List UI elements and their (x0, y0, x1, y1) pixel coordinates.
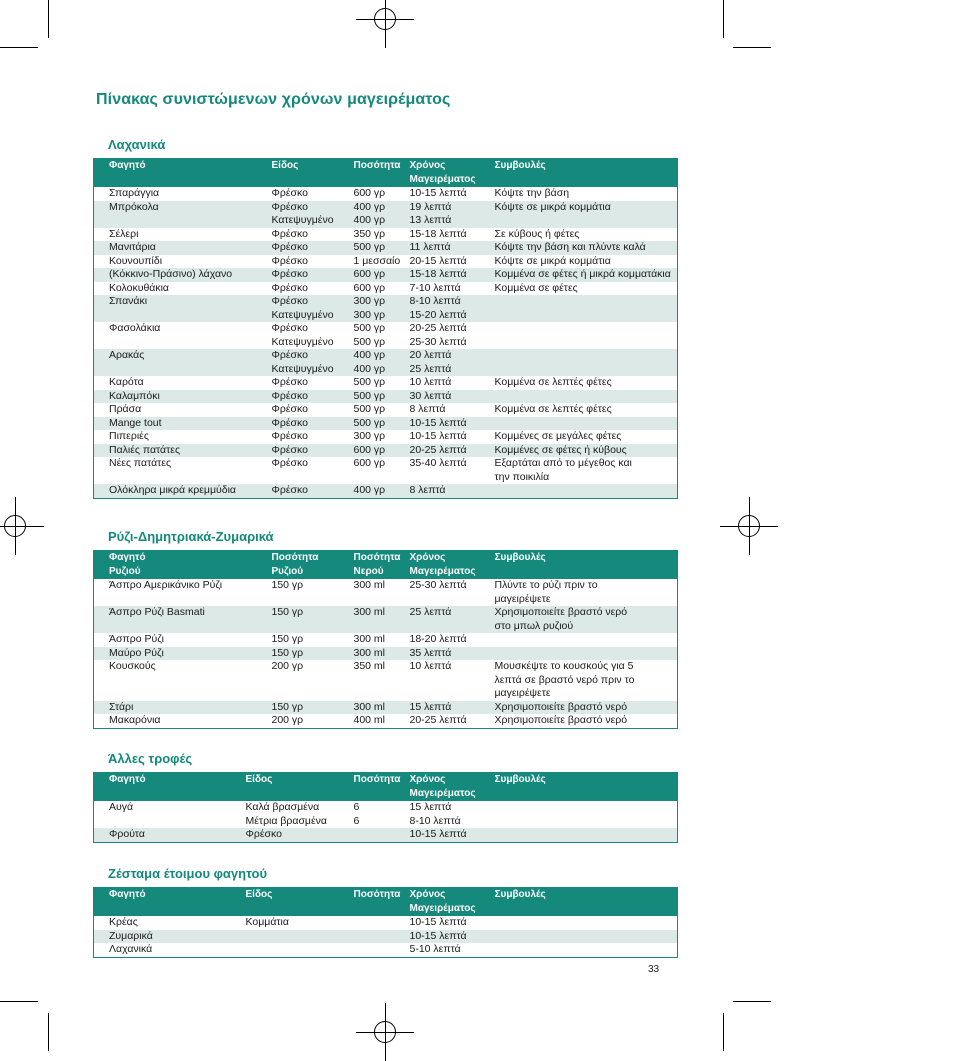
table-cell: 15 λεπτά (410, 701, 495, 715)
column-header: Φαγητό (94, 159, 272, 188)
table-row (94, 606, 678, 633)
table-cell: Κόψτε σε μικρά κομμάτια (495, 201, 678, 228)
crop-mark (723, 1013, 724, 1051)
cooking-table (93, 158, 678, 499)
crop-mark (0, 47, 38, 48)
table-cell: 150 γρ (271, 579, 304, 591)
table-cell: 350 ml (353, 660, 386, 672)
table-row (94, 828, 678, 842)
table-cell (495, 943, 678, 957)
table-cell: 8 λεπτά (410, 484, 495, 498)
table-cell: 400 ml (353, 714, 386, 726)
column-header: Ποσότητα (354, 773, 410, 802)
registration-target (0, 511, 30, 541)
table-cell: 600 γρ (353, 281, 386, 294)
crop-mark (0, 1001, 38, 1002)
table-cell: 20-25 λεπτά 25-30 λεπτά (409, 322, 467, 348)
table-cell (495, 828, 678, 842)
table-cell: Φρέσκο Κατεψυγμένο (272, 295, 354, 322)
table-cell: Φρούτα (94, 828, 246, 842)
section-heading: Άλλες τροφές (108, 751, 193, 766)
table-cell: Φρέσκο (272, 268, 354, 282)
table-cell: 15-18 λεπτά (410, 268, 495, 282)
column-header: Ποσότητα (354, 159, 410, 188)
table-cell: Φρέσκο (272, 484, 354, 498)
column-header: Είδος (246, 773, 354, 802)
column-header: Είδος (272, 159, 354, 188)
table-row (94, 457, 678, 484)
table-cell: Φρέσκο (271, 376, 308, 388)
table-cell: 300 ml (354, 647, 410, 661)
column-header: Χρόνος Μαγειρέματος (410, 551, 495, 580)
table-cell: Χρησιμοποιείτε βραστό νερό στο μπωλ ρυζιού (495, 606, 678, 633)
table-cell: Σέλερι (109, 227, 139, 240)
table-cell: 1 μεσσαίο (353, 254, 401, 267)
table-row (94, 444, 678, 458)
table-cell: 600 γρ (353, 457, 386, 469)
table-row (94, 701, 678, 715)
table-row (94, 417, 678, 431)
table-cell: Κομμάτια (245, 916, 289, 928)
table-cell: Φρέσκο Κατεψυγμένο (272, 349, 354, 376)
table-cell: 150 γρ (272, 647, 354, 661)
column-header: Συμβουλές (495, 159, 678, 188)
column-header: Ποσότητα Νερού (354, 551, 410, 580)
table-cell: 35-40 λεπτά (409, 457, 467, 469)
column-header: Φαγητό Ρυζιού (94, 551, 272, 580)
table-cell: 15 λεπτά 8-10 λεπτά (409, 801, 461, 827)
table-row (94, 187, 678, 201)
table-cell: Ζυμαρικά (94, 930, 246, 944)
table-row (94, 579, 678, 606)
table-cell: Πλύντε το ρύζι πριν το μαγειρέψετε (494, 579, 598, 605)
column-header: Ποσότητα Ρυζιού (272, 551, 354, 580)
table-cell: 10-15 λεπτά (409, 187, 467, 199)
table-cell: 150 γρ (271, 633, 304, 645)
table-cell: Φρέσκο (272, 241, 354, 255)
table-cell: 500 γρ 500 γρ (353, 322, 386, 348)
table-cell: 400 γρ 400 γρ (354, 201, 410, 228)
crop-mark (723, 0, 724, 38)
table-row (94, 801, 678, 828)
page-number: 33 (648, 964, 660, 975)
table-cell: Κουσκούς (109, 660, 156, 672)
table-cell: Μουσκέψτε το κουσκούς για 5 λεπτά σε βραστό νερό πριν το μαγειρέψετε (494, 660, 635, 699)
column-header: Φαγητό (94, 888, 246, 917)
table-row (94, 660, 678, 701)
crop-mark (733, 47, 771, 48)
column-header: Συμβουλές (495, 888, 678, 917)
table-cell: Πράσα (109, 403, 142, 415)
table-cell (495, 417, 678, 431)
table-cell: 20-15 λεπτά (409, 254, 467, 267)
table-cell: 20-25 λεπτά (410, 444, 495, 458)
table-cell (495, 484, 678, 498)
table-cell: 10 λεπτά (409, 376, 452, 388)
crop-mark (48, 1013, 49, 1051)
table-cell (495, 916, 678, 930)
table-cell: Φρέσκο (272, 444, 354, 458)
table-cell: 200 γρ (271, 714, 304, 726)
table-cell: Φρέσκο (271, 187, 308, 199)
table-cell: 15-18 λεπτά (409, 227, 467, 240)
table-cell: (Κόκκινο-Πράσινο) λάχανο (94, 268, 272, 282)
table-row (94, 943, 678, 957)
table-cell: Κομμένα σε φέτες (494, 281, 578, 294)
table-cell: 20-25 λεπτά (409, 714, 467, 726)
table-cell: 11 λεπτά (410, 241, 495, 255)
table-cell: Καλά βρασμένα Μέτρια βρασμένα (245, 801, 327, 827)
column-header: Χρόνος Μαγειρέματος (410, 159, 495, 188)
table-header-row (94, 773, 678, 802)
table-cell (495, 801, 678, 828)
table-row (94, 349, 678, 376)
table-cell: Φρέσκο Κατεψυγμένο (272, 201, 354, 228)
section-heading: Ζέσταμα έτοιμου φαγητού (108, 866, 268, 881)
table-cell: 35 λεπτά (410, 647, 495, 661)
table-cell: 25 λεπτά (410, 606, 495, 633)
table-cell (354, 916, 410, 930)
table-cell (495, 390, 678, 404)
cooking-table (93, 550, 678, 729)
table-header-row (94, 159, 678, 188)
table-row (94, 403, 678, 417)
table-cell: 8 λεπτά (409, 403, 446, 415)
table-cell: 500 γρ (353, 403, 386, 415)
crop-mark (733, 1001, 771, 1002)
table-header-row (94, 551, 678, 580)
table-cell: Κόψτε την βάση και πλύντε καλά (495, 241, 678, 255)
table-row (94, 295, 678, 322)
section-reheating (93, 866, 678, 958)
table-row (94, 484, 678, 498)
section-vegetables (93, 137, 678, 499)
table-row (94, 430, 678, 444)
table-cell: 20 λεπτά 25 λεπτά (410, 349, 495, 376)
table-cell: Κόψτε την βάση (494, 187, 570, 199)
table-cell: Μανιτάρια (94, 241, 272, 255)
table-cell: Κόψτε σε μικρά κομμάτια (494, 254, 611, 267)
section-heading: Ρύζι-Δημητριακά-Ζυμαρικά (108, 529, 274, 544)
table-cell (495, 633, 678, 647)
table-cell: 10-15 λεπτά (409, 916, 467, 928)
table-cell: 400 γρ 400 γρ (354, 349, 410, 376)
table-cell (246, 943, 354, 957)
table-cell: Φρέσκο (271, 430, 308, 442)
section-other-foods (93, 751, 678, 843)
table-cell: 600 γρ (354, 268, 410, 282)
table-cell: Παλιές πατάτες (94, 444, 272, 458)
table-cell: Άσπρο Αμερικάνικο Ρύζι (109, 579, 223, 591)
registration-target (370, 4, 400, 34)
table-cell: 500 γρ (354, 241, 410, 255)
table-cell: Φρέσκο (271, 403, 308, 415)
table-cell: 19 λεπτά 13 λεπτά (410, 201, 495, 228)
table-cell: Μπρόκολα (94, 201, 272, 228)
cooking-table (93, 887, 678, 958)
table-cell (495, 930, 678, 944)
column-header: Συμβουλές (495, 773, 678, 802)
table-cell: Εξαρτάται από το μέγεθος και την ποικιλία (494, 457, 632, 483)
table-cell: Φρέσκο Κατεψυγμένο (271, 322, 334, 348)
table-cell: 10-15 λεπτά (410, 417, 495, 431)
table-cell: 300 ml (353, 633, 386, 645)
column-header: Συμβουλές (495, 551, 678, 580)
table-cell: Κομμένες σε φέτες ή κύβους (495, 444, 678, 458)
table-cell: Αυγά (109, 801, 134, 813)
crop-mark (48, 0, 49, 38)
table-cell (495, 349, 678, 376)
table-cell: 500 γρ (354, 390, 410, 404)
table-cell: Μαύρο Ρύζι (94, 647, 272, 661)
table-cell: Κολοκυθάκια (109, 281, 170, 294)
registration-target (370, 1017, 400, 1047)
column-header: Ποσότητα (354, 888, 410, 917)
section-rice (93, 529, 678, 729)
table-cell: 5-10 λεπτά (409, 943, 461, 955)
table-cell: Φρέσκο (272, 390, 354, 404)
table-cell: Πιπεριές (109, 430, 149, 442)
table-cell: Καλαμπόκι (94, 390, 272, 404)
table-cell: Λαχανικά (109, 943, 153, 955)
table-cell: 300 ml (354, 606, 410, 633)
table-cell: 600 γρ (353, 187, 386, 199)
table-cell: Φρέσκο (271, 227, 308, 240)
table-row (94, 255, 678, 269)
table-row (94, 282, 678, 296)
table-cell: 8-10 λεπτά 15-20 λεπτά (410, 295, 495, 322)
table-cell: Κομμένα σε λεπτές φέτες (494, 403, 612, 415)
table-cell: 300 γρ (353, 430, 386, 442)
table-cell: 150 γρ (272, 606, 354, 633)
table-cell: Φρέσκο (271, 281, 308, 294)
table-cell: 25-30 λεπτά (409, 579, 467, 591)
table-cell (246, 930, 354, 944)
table-cell: Κομμένα σε φέτες ή μικρά κομματάκια (495, 268, 678, 282)
table-row (94, 714, 678, 728)
table-cell (354, 943, 410, 957)
table-row (94, 322, 678, 349)
table-cell: 10 λεπτά (409, 660, 452, 672)
table-cell: Φρέσκο (271, 254, 308, 267)
table-cell: 500 γρ (353, 376, 386, 388)
table-cell: Χρησιμοποιείτε βραστό νερό (495, 701, 678, 715)
table-cell: Φρέσκο (246, 828, 354, 842)
table-cell: 30 λεπτά (410, 390, 495, 404)
table-cell (354, 828, 410, 842)
table-cell: Άσπρο Ρύζι Basmati (94, 606, 272, 633)
page-title: Πίνακας συνιστώμενων χρόνων μαγειρέματος (96, 91, 451, 108)
table-cell: 10-15 λεπτά (409, 430, 467, 442)
table-cell: 300 γρ 300 γρ (354, 295, 410, 322)
table-cell: 500 γρ (354, 417, 410, 431)
registration-target (734, 511, 764, 541)
table-cell: Mange tout (94, 417, 272, 431)
table-cell: Νέες πατάτες (109, 457, 172, 469)
table-row (94, 930, 678, 944)
table-row (94, 633, 678, 647)
column-header: Χρόνος Μαγειρέματος (410, 773, 495, 802)
table-row (94, 390, 678, 404)
table-cell: Σε κύβους ή φέτες (494, 227, 580, 240)
table-row (94, 241, 678, 255)
table-cell: Ολόκληρα μικρά κρεμμύδια (94, 484, 272, 498)
table-cell: Κουνουπίδι (109, 254, 163, 267)
section-heading: Λαχανικά (108, 137, 166, 152)
table-row (94, 916, 678, 930)
column-header: Χρόνος Μαγειρέματος (410, 888, 495, 917)
table-cell (495, 322, 678, 349)
table-cell: Φρέσκο (272, 417, 354, 431)
table-cell: 7-10 λεπτά (409, 281, 461, 294)
table-cell: Σπανάκι (94, 295, 272, 322)
table-cell: Κομμένα σε λεπτές φέτες (494, 376, 612, 388)
table-row (94, 647, 678, 661)
table-cell: 150 γρ (272, 701, 354, 715)
table-header-row (94, 888, 678, 917)
table-row (94, 376, 678, 390)
table-cell: Φρέσκο (271, 457, 308, 469)
table-cell: 10-15 λεπτά (410, 828, 495, 842)
table-cell (495, 295, 678, 322)
table-cell (495, 647, 678, 661)
table-cell: Σπαράγγια (109, 187, 160, 199)
table-cell: 300 ml (353, 579, 386, 591)
table-cell: 200 γρ (271, 660, 304, 672)
table-cell: 6 6 (353, 801, 360, 827)
table-cell: Μακαρόνια (109, 714, 161, 726)
table-cell: Καρότα (109, 376, 144, 388)
table-cell: Στάρι (94, 701, 272, 715)
table-cell: 300 ml (354, 701, 410, 715)
table-cell: Κομμένες σε μεγάλες φέτες (494, 430, 622, 442)
table-cell: 18-20 λεπτά (409, 633, 467, 645)
table-cell: Φασολάκια (109, 322, 161, 334)
column-header: Είδος (246, 888, 354, 917)
table-cell: Χρησιμοποιείτε βραστό νερό (494, 714, 628, 726)
table-row (94, 201, 678, 228)
table-row (94, 228, 678, 242)
table-cell: 10-15 λεπτά (410, 930, 495, 944)
table-cell (354, 930, 410, 944)
table-cell: Άσπρο Ρύζι (109, 633, 164, 645)
table-row (94, 268, 678, 282)
table-cell: Κρέας (109, 916, 138, 928)
column-header: Φαγητό (94, 773, 246, 802)
table-cell: 600 γρ (354, 444, 410, 458)
table-cell: 400 γρ (354, 484, 410, 498)
table-cell: Αρακάς (94, 349, 272, 376)
cooking-table (93, 772, 678, 843)
table-cell: 350 γρ (353, 227, 386, 240)
